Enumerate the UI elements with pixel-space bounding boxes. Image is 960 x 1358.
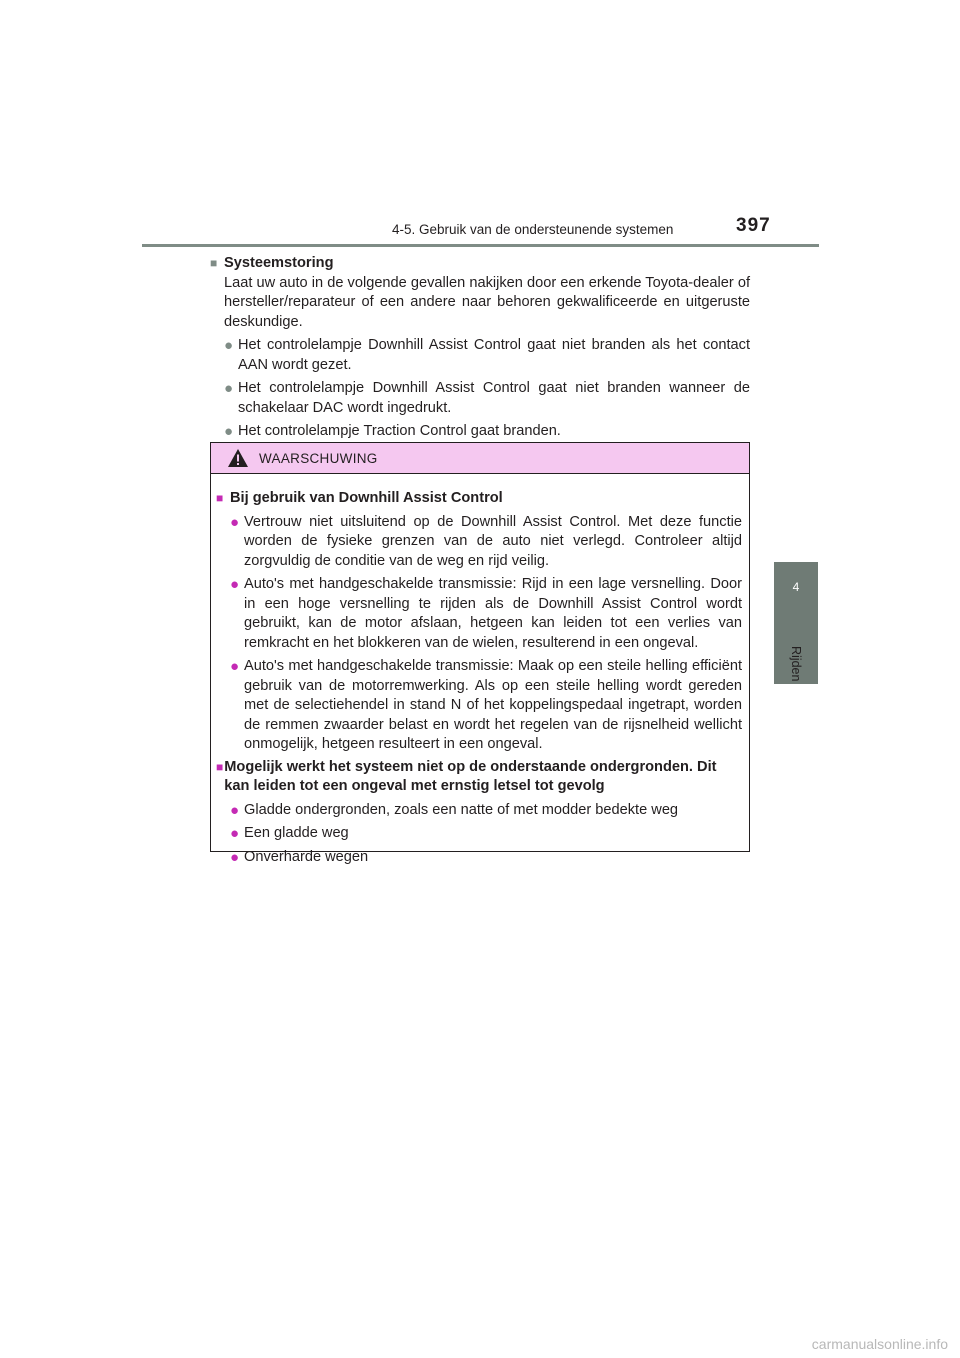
watermark-logo: carmanualsonline.info (811, 1336, 948, 1352)
list-item (224, 379, 750, 418)
warning-section-heading (216, 489, 742, 509)
page-number: 397 (736, 215, 771, 236)
bullet-dot-icon: ● (230, 848, 240, 866)
list-item (224, 336, 750, 375)
list-item (230, 575, 742, 653)
list-item (230, 657, 742, 755)
warning-section-heading (216, 758, 742, 797)
warning-box (210, 442, 750, 866)
list-item-text: Het controlelampje Downhill Assist Control gaat niet branden wanneer de schakelaar DAC wordt ingedrukt. (238, 380, 750, 416)
bullet-dot-icon: ● (230, 801, 240, 819)
list-item-text: Auto's met handgeschakelde transmissie: Maak op een steile helling efficiënt gebruik van de motorremwerking. Als op een steile helling wordt gereden met de selectiehendel in stand N of het koppelingspedaal ingetrapt, worden de remmen zwaarder belast en wordt het regelen van de rijsnelheid wellicht onmogelijk, hetgeen resulteert in een ongeval. (244, 658, 742, 752)
list-item (224, 422, 750, 442)
warning-header (211, 443, 749, 474)
bullet-dot-icon: ● (230, 576, 240, 593)
bullet-dot-icon: ● (230, 825, 240, 842)
list-item (230, 824, 742, 844)
warning-body (211, 474, 749, 867)
square-bullet-icon: ■ (210, 256, 218, 270)
header-title: 4-5. Gebruik van de ondersteunende systemen (392, 222, 674, 237)
warning-heading-text: Mogelijk werkt het systeem niet op de onderstaande ondergronden. Dit kan leiden tot een ongeval met ernstig letsel tot gevolg (224, 758, 717, 794)
warning-triangle-icon (227, 448, 249, 468)
list-item-text: Vertrouw niet uitsluitend op de Downhill Assist Control. Met deze functie worden de fysieke grenzen van de auto niet verlegd. Controleer altijd zorgvuldig de conditie van de weg en rijd veilig. (244, 513, 742, 569)
bullet-dot-icon: ● (230, 658, 240, 675)
list-item-text: Het controlelampje Downhill Assist Control gaat niet branden als het contact AAN wordt gezet. (238, 337, 750, 373)
bullet-dot-icon: ● (230, 513, 240, 531)
header-rule (142, 244, 819, 247)
section-heading (210, 254, 750, 274)
list-item (230, 513, 742, 572)
bullet-dot-icon: ● (224, 380, 234, 397)
section-intro: Laat uw auto in de volgende gevallen nakijken door een erkende Toyota-dealer of hersteller/reparateur of een andere naar behoren gekwalificeerde en uitgeruste deskundige. (224, 274, 750, 330)
list-item (230, 801, 742, 821)
list-item-text: Het controlelampje Traction Control gaat branden. (238, 423, 561, 439)
chapter-number: 4 (792, 580, 800, 594)
warning-title: WAARSCHUWING (259, 450, 378, 466)
list-item-text: Een gladde weg (244, 825, 349, 841)
square-bullet-icon: ■ (216, 491, 224, 505)
chapter-label: Rijden (789, 646, 803, 682)
section-heading-text: Systeemstoring (224, 255, 334, 271)
bullet-dot-icon: ● (224, 337, 234, 354)
warning-heading-text: Bij gebruik van Downhill Assist Control (230, 490, 503, 506)
list-item-text: Auto's met handgeschakelde transmissie: Rijd in een lage versnelling. Door in een hoge versnelling te rijden als de Downhill Assist Control wordt gebruikt, kan de motor afslaan, hetgeen kan leiden tot een verlies van remkracht en het blokkeren van de wielen, resulterend in een ongeval. (244, 576, 742, 651)
list-item-text: Gladde ondergronden, zoals een natte of met modder bedekte weg (244, 801, 679, 818)
bullet-dot-icon: ● (224, 423, 234, 440)
list-item-text: Onverharde wegen (244, 848, 369, 865)
list-item (230, 848, 742, 868)
system-fault-section (210, 254, 750, 442)
square-bullet-icon: ■ (216, 759, 224, 774)
